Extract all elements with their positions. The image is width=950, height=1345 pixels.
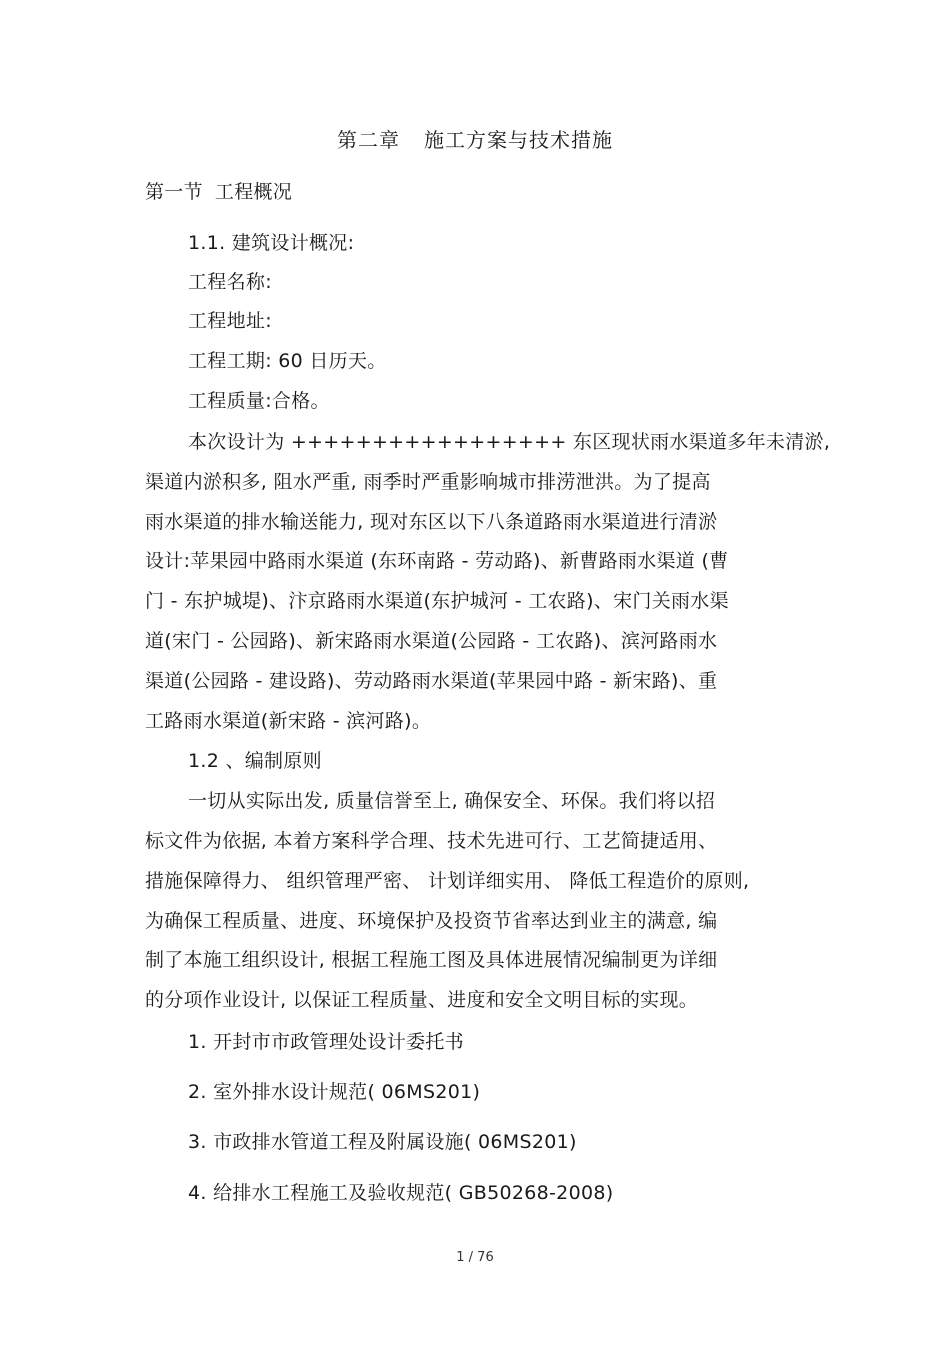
principle-line: 措施保障得力、 组织管理严密、 计划详细实用、 降低工程造价的原则, bbox=[145, 870, 750, 892]
description-line: 雨水渠道的排水输送能力, 现对东区以下八条道路雨水渠道进行清淤 bbox=[145, 511, 718, 533]
principle-line: 制了本施工组织设计, 根据工程施工图及具体进展情况编制更为详细 bbox=[145, 949, 718, 971]
principle-line: 一切从实际出发, 质量信誉至上, 确保安全、环保。我们将以招 bbox=[188, 790, 716, 812]
project-name-label: 工程名称: bbox=[188, 271, 272, 293]
section-heading bbox=[145, 180, 292, 204]
description-line: 门 - 东护城堤)、汴京路雨水渠道(东护城河 - 工农路)、宋门关雨水渠 bbox=[145, 590, 729, 612]
principle-line: 的分项作业设计, 以保证工程质量、进度和安全文明目标的实现。 bbox=[145, 989, 699, 1011]
chapter-title bbox=[0, 128, 950, 152]
description-line: 工路雨水渠道(新宋路 - 滨河路)。 bbox=[145, 710, 432, 732]
reference-item: 3. 市政排水管道工程及附属设施( 06MS201) bbox=[188, 1131, 577, 1153]
description-line: 渠道(公园路 - 建设路)、劳动路雨水渠道(苹果园中路 - 新宋路)、重 bbox=[145, 670, 718, 692]
chapter-title-text: 施工方案与技术措施 bbox=[424, 128, 613, 152]
project-duration: 工程工期: 60 日历天。 bbox=[188, 350, 387, 372]
page-number: 1 / 76 bbox=[456, 1250, 494, 1265]
reference-item: 4. 给排水工程施工及验收规范( GB50268-2008) bbox=[188, 1182, 614, 1204]
section-number: 第一节 bbox=[145, 181, 203, 203]
description-line: 渠道内淤积多, 阻水严重, 雨季时严重影响城市排涝泄洪。为了提高 bbox=[145, 471, 711, 493]
section-title: 工程概况 bbox=[214, 181, 293, 203]
principle-line: 标文件为依据, 本着方案科学合理、技术先进可行、工艺简捷适用、 bbox=[145, 830, 718, 852]
description-line: 本次设计为 +++++++++++++++++ 东区现状雨水渠道多年未清淤, bbox=[188, 431, 831, 453]
chapter-number: 第二章 bbox=[337, 128, 400, 152]
project-quality: 工程质量:合格。 bbox=[188, 390, 330, 412]
project-address-label: 工程地址: bbox=[188, 310, 272, 332]
reference-item: 2. 室外排水设计规范( 06MS201) bbox=[188, 1081, 481, 1103]
description-line: 设计:苹果园中路雨水渠道 (东环南路 - 劳动路)、新曹路雨水渠道 (曹 bbox=[145, 550, 729, 572]
subsection-heading-1-1: 1.1. 建筑设计概况: bbox=[188, 232, 355, 254]
principle-line: 为确保工程质量、进度、环境保护及投资节省率达到业主的满意, 编 bbox=[145, 910, 718, 932]
subsection-heading-1-2: 1.2 、编制原则 bbox=[188, 750, 322, 772]
description-line: 道(宋门 - 公园路)、新宋路雨水渠道(公园路 - 工农路)、滨河路雨水 bbox=[145, 630, 718, 652]
reference-item: 1. 开封市市政管理处设计委托书 bbox=[188, 1031, 464, 1053]
